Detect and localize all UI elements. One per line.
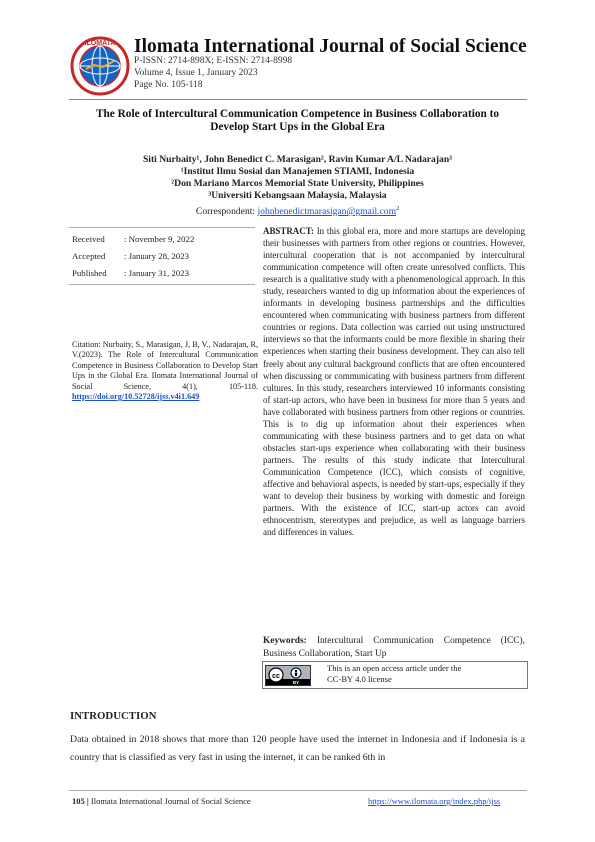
published-label: Published (72, 268, 107, 278)
correspondent-email-link[interactable]: johnbenedictmarasigan@gmail.com (257, 206, 397, 218)
license-line-1: This is an open access article under the (327, 663, 462, 673)
header-rule (69, 99, 527, 100)
published-row (72, 268, 189, 278)
accepted-value: : January 28, 2023 (124, 251, 189, 261)
issn-line: P-ISSN: 2714-898X; E-ISSN: 2714-8998 (134, 56, 293, 66)
paper-title (70, 108, 525, 134)
citation-block (72, 340, 258, 402)
license-text (327, 663, 461, 685)
citation-text: Citation: Nurbaity, S., Marasigan, J, B, V., Nadarajan, R, V.(2023). The Role of Intercultural Communication Competence in Business Collaboration to Develop Start Ups in the Global Era. Ilomata International Journal of Social Science, 4(1), 105-118. (72, 340, 258, 391)
keywords-block (263, 635, 525, 660)
footer-journal: Ilomata International Journal of Social Science (90, 796, 251, 806)
footer-separator: | (86, 796, 89, 806)
received-row (72, 234, 194, 244)
footer-rule (69, 790, 527, 791)
introduction-heading: INTRODUCTION (70, 710, 157, 722)
correspondent-sup: 2 (396, 206, 400, 212)
published-value: : January 31, 2023 (124, 268, 189, 278)
svg-text:BY: BY (292, 680, 300, 685)
introduction-text: Data obtained in 2018 shows that more than 120 people have used the internet in Indonesia and if Indonesia is a country that is classified as very fast in using the internet, it can be ranked 6th in (70, 734, 525, 763)
correspondent-line (60, 203, 535, 218)
page-number: 105 (72, 796, 85, 806)
affiliation-1: ¹Institut Ilmu Sosial dan Manajemen STIAMI, Indonesia (180, 166, 415, 177)
pages-line: Page No. 105-118 (134, 80, 203, 90)
abstract-block (263, 225, 525, 538)
journal-url-link[interactable]: https://www.ilomata.org/index.php/ijss (368, 796, 501, 806)
journal-title: Ilomata International Journal of Social Science (134, 36, 527, 57)
abstract-label: ABSTRACT: (263, 226, 314, 236)
paper-title-line-2: Develop Start Ups in the Global Era (210, 121, 385, 133)
received-value: : November 9, 2022 (124, 234, 195, 244)
journal-logo (70, 36, 130, 96)
keywords-text: Intercultural Communication Competence (ICC), Business Collaboration, Start Up (263, 636, 525, 659)
affiliation-3: ³Universiti Kebangsaan Malaysia, Malaysia (208, 190, 387, 201)
license-line-2: CC-BY 4.0 license (327, 674, 392, 684)
correspondent-label: Correspondent: (195, 206, 256, 218)
logo-text: ILOMATA (84, 40, 116, 47)
abstract-text: In this global era, more and more startups are developing their businesses with partners from other regions or countries. However, intercultural cooperation that is not accompanied by intercultural communication competence will often create unresolved conflicts. This research is a qualitative study with a phenomenological approach. In this study, researchers wanted to dig up information about the experiences of informants in developing business partnerships and the difficulties encountered when communicating with business partners from different countries or regions. Data collection was carried out using unstructured interviews so that the informants could be more flexible in sharing their experiences when starting their business development. They can also tell freely about any cultural background conflicts that are often encountered when discussing or communicating with business partners from different cultures. In this study, researchers interviewed 10 informants consisting of start-up actors, who have been in business for more than 5 years and have collaborated with business partners from other regions or countries. This is to dig up information about their experiences when communicating with these business partners and to get data on what obstacles start-ups experience when collaborating with their business partners. The results of this study indicate that Intercultural Communication Competence (ICC), which consists of cognitive, affective and behavioral aspects, is needed by start-ups, especially if they want to develop their business by working with domestic and foreign partners. With the existence of ICC, start-up actors can avoid ethnocentrism, stereotypes and prejudice, as well as language barriers and differences in values. (263, 226, 526, 538)
keywords-label: Keywords: (263, 636, 307, 646)
dates-rule-bottom (69, 284, 255, 285)
accepted-row (72, 251, 189, 261)
volume-line: Volume 4, Issue 1, January 2023 (134, 68, 258, 78)
svg-text:cc: cc (272, 673, 280, 680)
cc-by-license-icon[interactable] (265, 665, 311, 686)
author-names: Siti Nurbaity¹, John Benedict C. Marasigan², Ravin Kumar A/L Nadarajan³ (142, 154, 453, 165)
accepted-label: Accepted (72, 251, 106, 261)
doi-link[interactable]: https://doi.org/10.52728/ijss.v4i1.649 (72, 392, 200, 402)
paper-title-line-1: The Role of Intercultural Communication Competence in Business Collaboration to (95, 108, 500, 120)
received-label: Received (72, 234, 105, 244)
affiliation-2: ²Don Mariano Marcos Memorial State University, Philippines (171, 178, 424, 189)
footer-left (72, 796, 251, 806)
dates-rule-top (69, 227, 255, 228)
